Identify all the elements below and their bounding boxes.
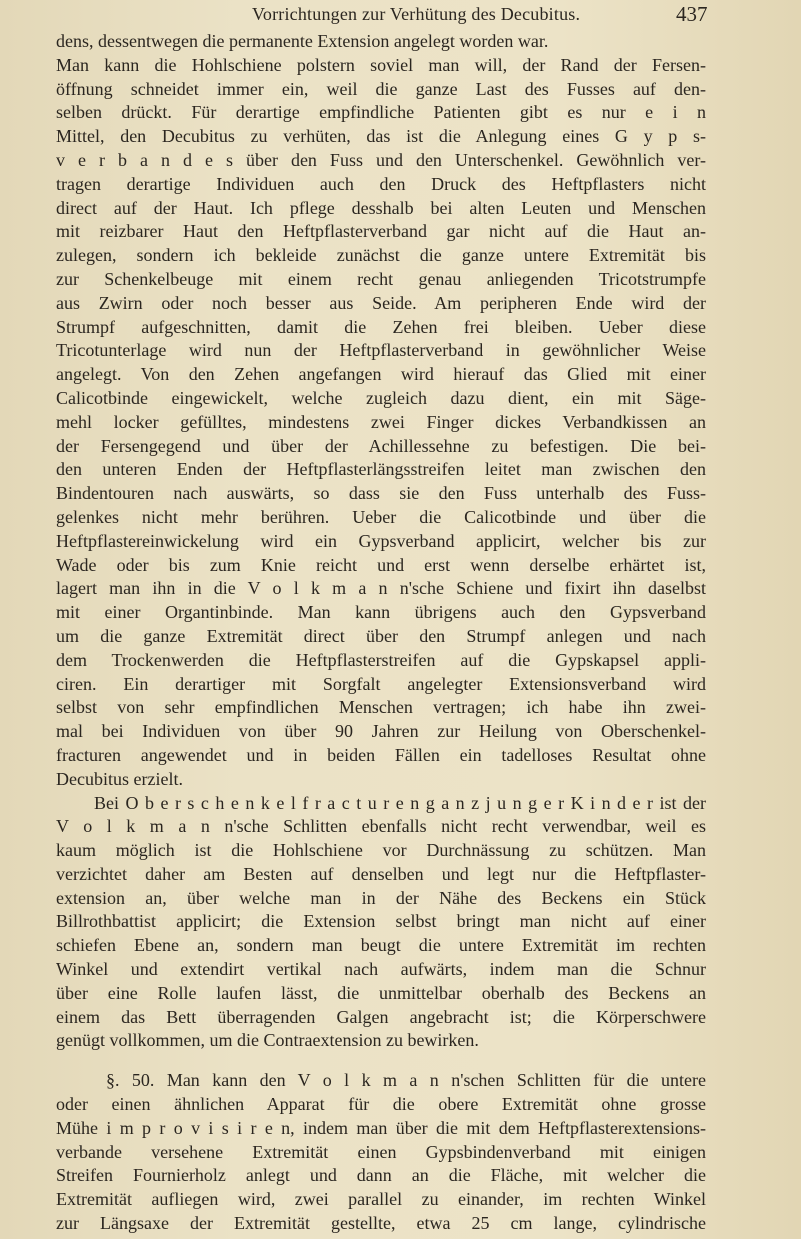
text-line: zur Längsaxe der Extremität gestellte, etwa 25 cm lange, cylindrische: [56, 1213, 706, 1234]
text-line: mit reizbarer Haut den Heftpflasterverband gar nicht auf die Haut an-: [56, 221, 706, 242]
text-line: V o l k m a n n'sche Schlitten ebenfalls nicht recht verwendbar, weil es: [56, 816, 706, 837]
text-line: Wade oder bis zum Knie reicht und erst wenn derselbe erhärtet ist,: [56, 554, 706, 575]
text-line: über eine Rolle laufen lässt, die unmittelbar oberhalb des Beckens an: [56, 982, 706, 1003]
text-line: Calicotbinde eingewickelt, welche zugleich dazu dient, ein mit Säge-: [56, 387, 706, 408]
section-heading-line: §. 50. Man kann den V o l k m a n n'schen Schlitten für die untere: [106, 1070, 706, 1091]
text-line: Strumpf aufgeschnitten, damit die Zehen frei bleiben. Ueber diese: [56, 316, 706, 337]
text-line: mal bei Individuen von über 90 Jahren zur Heilung von Oberschenkel-: [56, 721, 706, 742]
page-header: [0, 2, 801, 26]
text-line: kaum möglich ist die Hohlschiene vor Durchnässung zu schützen. Man: [56, 840, 706, 861]
text-line: dens, dessentwegen die permanente Extension angelegt worden war.: [56, 31, 549, 51]
text-line: Heftpflastereinwickelung wird ein Gypsverband applicirt, welcher bis zur: [56, 530, 706, 551]
text-line: mit einer Organtinbinde. Man kann übrigens auch den Gypsverband: [56, 602, 706, 623]
text-line: Billrothbattist applicirt; die Extension selbst bringt man nicht auf einer: [56, 911, 706, 932]
text-line: zur Schenkelbeuge mit einem recht genau anliegenden Tricotstrumpfe: [56, 268, 706, 289]
text-line: Tricotunterlage wird nun der Heftpflasterverband in gewöhnlicher Weise: [56, 340, 706, 361]
text-line: fracturen angewendet und in beiden Fällen ein tadelloses Resultat ohne: [56, 744, 706, 765]
text-line: den unteren Enden der Heftpflasterlängsstreifen leitet man zwischen den: [56, 459, 706, 480]
text-line: Bei O b e r s c h e n k e l f r a c t u r e n g a n z j u n g e r K i n d e r ist der: [94, 792, 706, 813]
text-line: Man kann die Hohlschiene polstern soviel man will, der Rand der Fersen-: [56, 54, 706, 75]
text-line: Mittel, den Decubitus zu verhüten, das ist die Anlegung eines G y p s-: [56, 126, 706, 147]
text-line: genügt vollkommen, um die Contraextension zu bewirken.: [56, 1030, 479, 1051]
text-line: zulegen, sondern ich bekleide zunächst die ganze untere Extremität bis: [56, 245, 706, 266]
running-title: Vorrichtungen zur Verhütung des Decubitus.: [252, 4, 581, 24]
text-line: ciren. Ein derartiger mit Sorgfalt angelegter Extensionsverband wird: [56, 673, 706, 694]
text-line: verzichtet daher am Besten auf denselben und legt nur die Heftpflaster-: [56, 863, 706, 884]
text-line: Decubitus erzielt.: [56, 768, 183, 789]
text-line: öffnung schneidet immer ein, weil die ganze Last des Fusses auf den-: [56, 78, 706, 99]
text-line: Extremität aufliegen wird, zwei parallel zu einander, im rechten Winkel: [56, 1189, 706, 1210]
text-line: Streifen Fournierholz anlegt und dann an die Fläche, mit welcher die: [56, 1165, 706, 1186]
text-line: v e r b a n d e s über den Fuss und den Unterschenkel. Gewöhnlich ver-: [56, 149, 706, 170]
text-line: extension an, über welche man in der Nähe des Beckens ein Stück: [56, 887, 706, 908]
text-line: Bindentouren nach auswärts, so dass sie den Fuss unterhalb des Fuss-: [56, 483, 706, 504]
text-line: angelegt. Von den Zehen angefangen wird hierauf das Glied mit einer: [56, 364, 706, 385]
text-line: dem Trockenwerden die Heftpflasterstreifen auf die Gypskapsel appli-: [56, 649, 706, 670]
text-line: einem das Bett überragenden Galgen angebracht ist; die Körperschwere: [56, 1006, 706, 1027]
body-text: [56, 30, 706, 1236]
text-line: direct auf der Haut. Ich pflege desshalb bei alten Leuten und Menschen: [56, 197, 706, 218]
text-line: Winkel und extendirt vertikal nach aufwärts, indem man die Schnur: [56, 959, 706, 980]
text-line: lagert man ihn in die V o l k m a n n'sche Schiene und fixirt ihn daselbst: [56, 578, 706, 599]
text-line: selbst von sehr empfindlichen Menschen vertragen; ich habe ihn zwei-: [56, 697, 706, 718]
text-line: selben drückt. Für derartige empfindliche Patienten gibt es nur e i n: [56, 102, 706, 123]
page-number: 437: [676, 2, 708, 26]
text-line: verbande versehene Extremität einen Gypsbindenverband mit einigen: [56, 1141, 706, 1162]
text-line: aus Zwirn oder noch besser aus Seide. Am peripheren Ende wird der: [56, 292, 706, 313]
text-line: schiefen Ebene an, sondern man beugt die untere Extremität im rechten: [56, 935, 706, 956]
text-line: der Fersengegend und über der Achillessehne zu befestigen. Die bei-: [56, 435, 706, 456]
text-line: um die ganze Extremität direct über den Strumpf anlegen und nach: [56, 625, 706, 646]
text-line: tragen derartige Individuen auch den Druck des Heftpflasters nicht: [56, 173, 706, 194]
text-line: gelenkes nicht mehr berühren. Ueber die Calicotbinde und über die: [56, 506, 706, 527]
text-line: Mühe i m p r o v i s i r e n, indem man über die mit dem Heftpflasterextensions-: [56, 1117, 706, 1138]
text-line: mehl locker gefülltes, mindestens zwei Finger dickes Verbandkissen an: [56, 411, 706, 432]
text-line: oder einen ähnlichen Apparat für die obere Extremität ohne grosse: [56, 1094, 706, 1115]
